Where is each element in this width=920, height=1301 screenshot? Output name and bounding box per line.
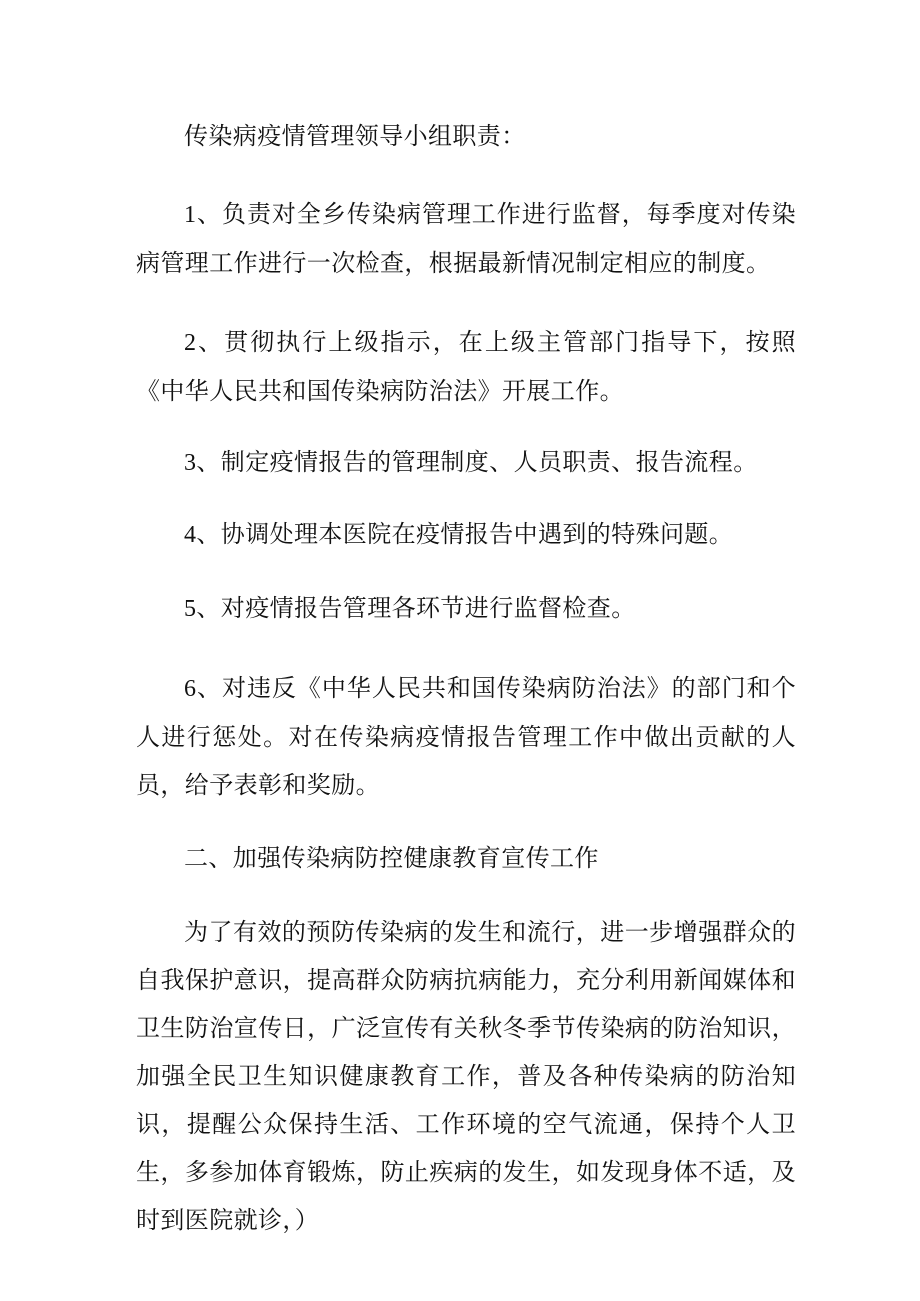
list-item-5: [136, 584, 796, 633]
heading: 传染病疫情管理领导小组职责：: [184, 122, 526, 150]
item-text: 、制定疫情报告的管理制度、人员职责、报告流程。: [196, 448, 758, 476]
list-item-2: [136, 318, 796, 415]
list-item-6: [136, 664, 796, 809]
list-item-1: [136, 190, 796, 287]
item-text: 、贯彻执行上级指示，在上级主管部门指导下，按照《中华人民共和国传染病防治法》开展工作。: [136, 328, 796, 405]
item-text: 、协调处理本医院在疫情报告中遇到的特殊问题。: [196, 520, 734, 548]
item-text: 、对疫情报告管理各环节进行监督检查。: [196, 594, 636, 622]
item-number: 6: [184, 676, 197, 702]
body-paragraph: 为了有效的预防传染病的发生和流行，进一步增强群众的自我保护意识，提高群众防病抗病能力，充分利用新闻媒体和卫生防治宣传日，广泛宣传有关秋冬季节传染病的防治知识，加强全民卫生知识健康教育工作，普及各种传染病的防治知识，提醒公众保持生活、工作环境的空气流通，保持个人卫生，多参加体育锻炼，防止疾病的发生，如发现身体不适，及时到医院就诊，）: [136, 918, 796, 1234]
list-item-4: [136, 510, 796, 559]
item-number: 5: [184, 596, 197, 622]
item-number: 3: [184, 450, 197, 476]
item-number: 2: [184, 330, 197, 356]
item-number: 4: [184, 522, 197, 548]
item-text: 、负责对全乡传染病管理工作进行监督，每季度对传染病管理工作进行一次检查，根据最新情况制定相应的制度。: [136, 200, 796, 277]
item-number: 1: [184, 202, 197, 228]
item-text: 、对违反《中华人民共和国传染病防治法》的部门和个人进行惩处。对在传染病疫情报告管理工作中做出贡献的人员，给予表彰和奖励。: [136, 674, 796, 799]
section-heading: 二、加强传染病防控健康教育宣传工作: [184, 844, 599, 872]
list-item-3: [136, 438, 796, 487]
